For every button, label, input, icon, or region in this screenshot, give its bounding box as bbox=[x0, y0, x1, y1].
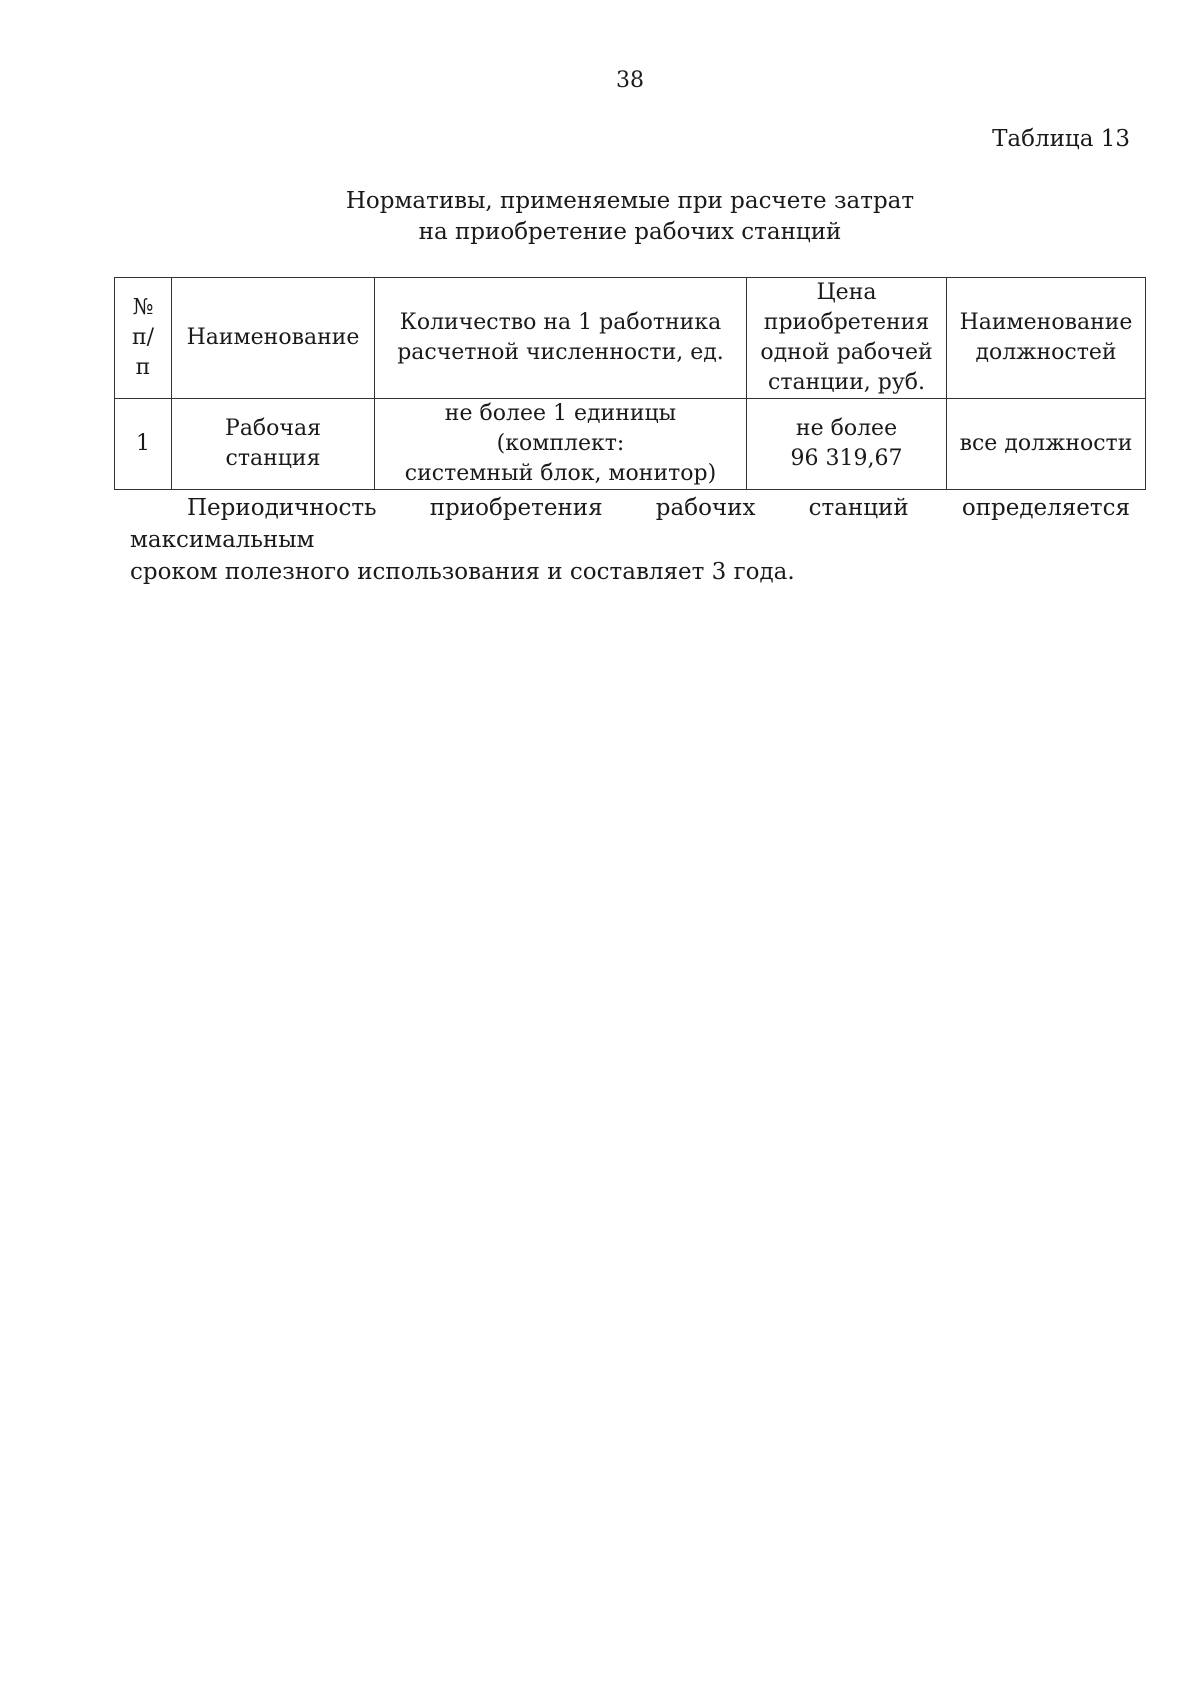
table-row bbox=[115, 399, 1146, 490]
norms-table bbox=[114, 277, 1146, 490]
cell-price: не более 96 319,67 bbox=[747, 399, 947, 490]
body-paragraph bbox=[130, 492, 1130, 588]
paragraph-line-2: сроком полезного использования и составляет 3 года. bbox=[130, 559, 795, 585]
cell-num: 1 bbox=[115, 399, 172, 490]
cell-name: Рабочая станция bbox=[172, 399, 375, 490]
table-title bbox=[0, 186, 1200, 248]
header-quantity: Количество на 1 работника расчетной численности, ед. bbox=[375, 278, 747, 399]
header-price: Цена приобретения одной рабочей станции, руб. bbox=[747, 278, 947, 399]
cell-quantity: не более 1 единицы (комплект: системный блок, монитор) bbox=[375, 399, 747, 490]
cell-positions: все должности bbox=[947, 399, 1146, 490]
table-header-row bbox=[115, 278, 1146, 399]
table-label: Таблица 13 bbox=[992, 126, 1130, 152]
header-positions: Наименование должностей bbox=[947, 278, 1146, 399]
table-title-line-1: Нормативы, применяемые при расчете затрат bbox=[345, 188, 915, 214]
table-title-line-2: на приобретение рабочих станций bbox=[418, 219, 842, 245]
header-num: № п/ п bbox=[115, 278, 172, 399]
page-number: 38 bbox=[616, 68, 644, 93]
paragraph-line-1: Периодичность приобретения рабочих станций определяется максимальным bbox=[130, 495, 1130, 553]
header-name: Наименование bbox=[172, 278, 375, 399]
